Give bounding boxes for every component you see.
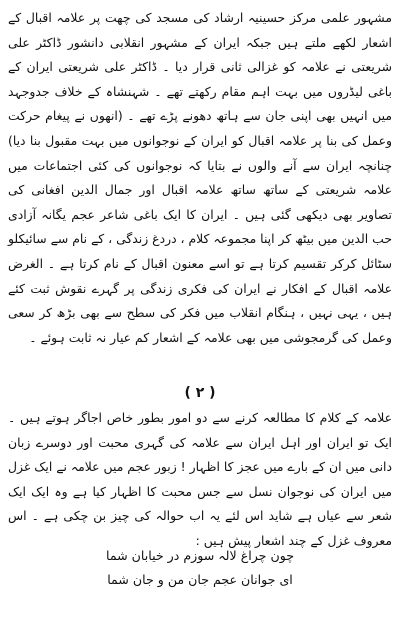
paragraph-love-for-iran: علامہ کے کلام کا مطالعہ کرنے سے دو امور بطور خاص اجاگر ہوتے ہیں ۔ ایک تو ایران اور اہل ایران سے علامہ کی گہری محبت اور دوسرے زبان دانی میں ان کے بارے میں عجز کا اظہار ! زبور عجم میں علامہ نے ایک غزل میں ایران کی نوجوان نسل سے جس محبت کا اظہار کیا ہے وہ ایک ایک شعر سے عیاں ہے شاید اس لئے یہ اب حوالہ کی چیز بن چکی ہے ۔ اس معروف غزل کے چند اشعار پیش ہیں : [8,410,392,548]
paragraph-iran-influence: مشہور علمی مرکز حسینیہ ارشاد کی مسجد کی چھت پر علامہ اقبال کے اشعار لکھے ملتے ہیں جبکہ ایران کے مشہور انقلابی دانشور ڈاکٹر علی شریعتی نے علامہ کو غزالی ثانی قرار دیا ۔ ڈاکٹر علی شریعتی ایران کے باغی لیڈروں میں بہت اہم مقام رکھتے تھے ۔ شہنشاہ کے خلاف جدوجہد میں انہیں بھی اپنی جان سے ہاتھ دھونے پڑے تھے ۔ (انھوں نے پیغام حرکت وعمل کی بنا پر علامہ اقبال کو ایران کے نوجوانوں میں بہت مقبول بنا دیا) چنانچہ ایران سے آنے والوں نے بتایا کہ نوجوانوں کی کئی اجتماعات میں علامہ شریعتی کے ساتھ ساتھ علامہ اقبال اور جمال الدین افغانی کی تصاویر بھی دیکھی گئی ہیں ۔ ایران کا ایک باغی شاعر عجم یگانہ آزادی حب الدین میں بیٹھ کر اپنا مجموعہ کلام ، دردغ زندگی ، کے نام سے سائیکلو سٹائل کرکر تقسیم کرتا ہے تو اسے معنون اقبال کے نام کرتا ہے ۔ الغرض علامہ اقبال کے افکار نے ایران کی فکری زندگی پر گہرے نقوش ثبت کئے ہیں ، یہی نہیں ، ہنگام انقلاب میں فکر کی سطح سے بھی بڑھ کر سعی وعمل کی گرمجوشی میں بھی علامہ کے اشعار کم عیار نہ ثابت ہوئے ۔ [8,10,392,345]
verse-line: ای جوانان عجم جان من و جان شما [107,572,293,587]
verse-line: چون چراغ لالہ سوزم در خیابان شما [105,548,294,563]
section-number: ( ۲ ) [184,385,216,401]
